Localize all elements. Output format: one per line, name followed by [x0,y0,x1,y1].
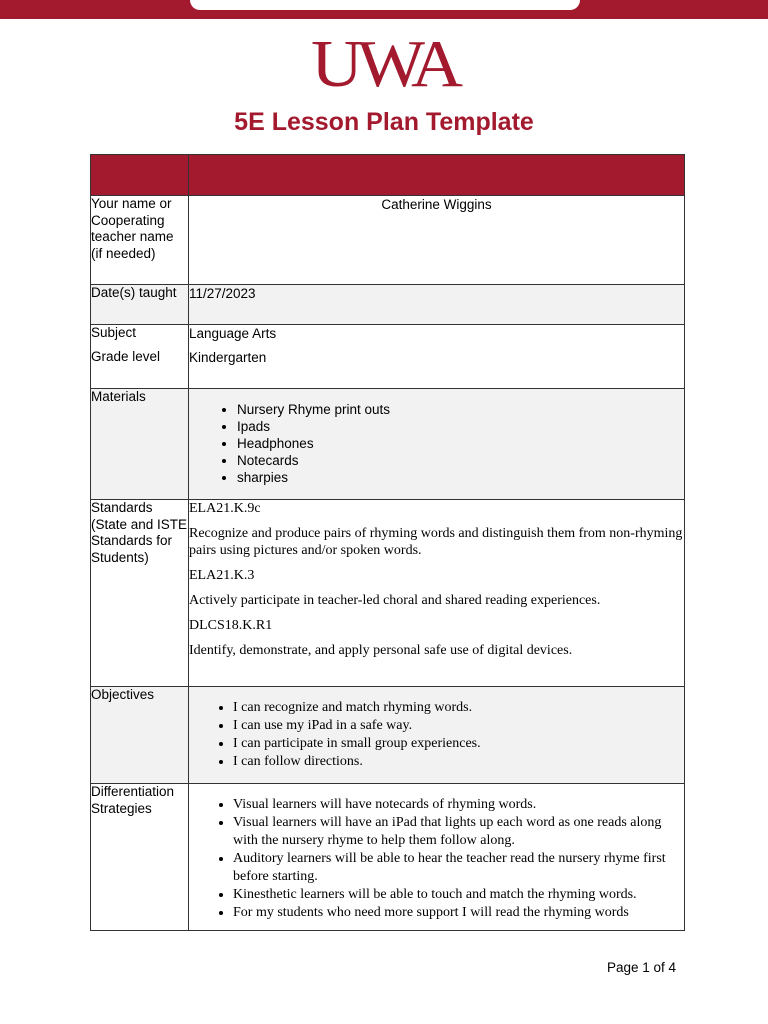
materials-list [189,401,684,486]
list-item: • Nursery Rhyme print outs [237,401,684,418]
list-item: • Notecards [237,452,684,469]
materials-cell [189,389,685,500]
standard-code: ELA21.K.9c [189,501,261,516]
table-row-name [91,196,685,285]
differentiation-cell [189,784,685,931]
list-item: • I can participate in small group experiences. [233,735,684,753]
date-label: Date(s) taught [91,285,189,325]
list-item: • sharpies [237,469,684,486]
standard-code: DLCS18.K.R1 [189,618,273,633]
standards-label: Standards (State and ISTE Standards for Students) [91,500,189,687]
list-item: • I can use my iPad in a safe way. [233,717,684,735]
top-band-notch [190,0,580,10]
name-label: Your name or Cooperating teacher name (if needed) [91,196,189,285]
table-row-objectives [91,687,685,784]
standard-code: ELA21.K.3 [189,568,255,583]
list-item: • I can recognize and match rhyming words. [233,699,684,717]
date-value: 11/27/2023 [189,285,685,325]
standard-text: Actively participate in teacher-led choral and shared reading experiences. [189,593,601,608]
list-item: • Visual learners will have notecards of rhyming words. [233,796,684,814]
table-row-differentiation [91,784,685,931]
uwa-logo: UWA [311,27,457,101]
name-value: Catherine Wiggins [189,196,685,285]
table-header-row [91,155,685,196]
subject-value: Language Arts [189,326,277,341]
table-row-subject-grade [91,325,685,389]
subject-label: Subject [91,325,137,340]
grade-label: Grade level [91,348,161,364]
table-row-standards [91,500,685,687]
list-item: • Ipads [237,418,684,435]
objectives-list [189,699,684,771]
standards-cell [189,500,685,687]
header-cell-right [189,155,685,196]
grade-value: Kindergarten [189,350,267,365]
list-item: • Auditory learners will be able to hear the teacher read the nursery rhyme first before starting. [233,850,684,886]
page-number: Page 1 of 4 [607,960,677,975]
standard-text: Recognize and produce pairs of rhyming words and distinguish them from non-rhyming pairs using pictures and/or spoken words. [189,526,683,558]
lesson-plan-table [90,154,685,931]
differentiation-label: Differentiation Strategies [91,784,189,931]
materials-label: Materials [91,389,189,500]
list-item: • I can follow directions. [233,753,684,771]
list-item: • Kinesthetic learners will be able to touch and match the rhyming words. [233,886,684,904]
subject-grade-values [189,325,685,389]
table-row-date [91,285,685,325]
list-item: • Headphones [237,435,684,452]
table-row-materials [91,389,685,500]
header-cell-left [91,155,189,196]
subject-grade-labels [91,325,189,389]
list-item: • For my students who need more support I will read the rhyming words [233,904,684,922]
standard-text: Identify, demonstrate, and apply personal safe use of digital devices. [189,643,573,658]
list-item: • Visual learners will have an iPad that lights up each word as one reads along with the nursery rhyme to help them follow along. [233,814,684,850]
objectives-label: Objectives [91,687,189,784]
document-title: 5E Lesson Plan Template [234,108,534,136]
differentiation-list [189,796,684,922]
objectives-cell [189,687,685,784]
